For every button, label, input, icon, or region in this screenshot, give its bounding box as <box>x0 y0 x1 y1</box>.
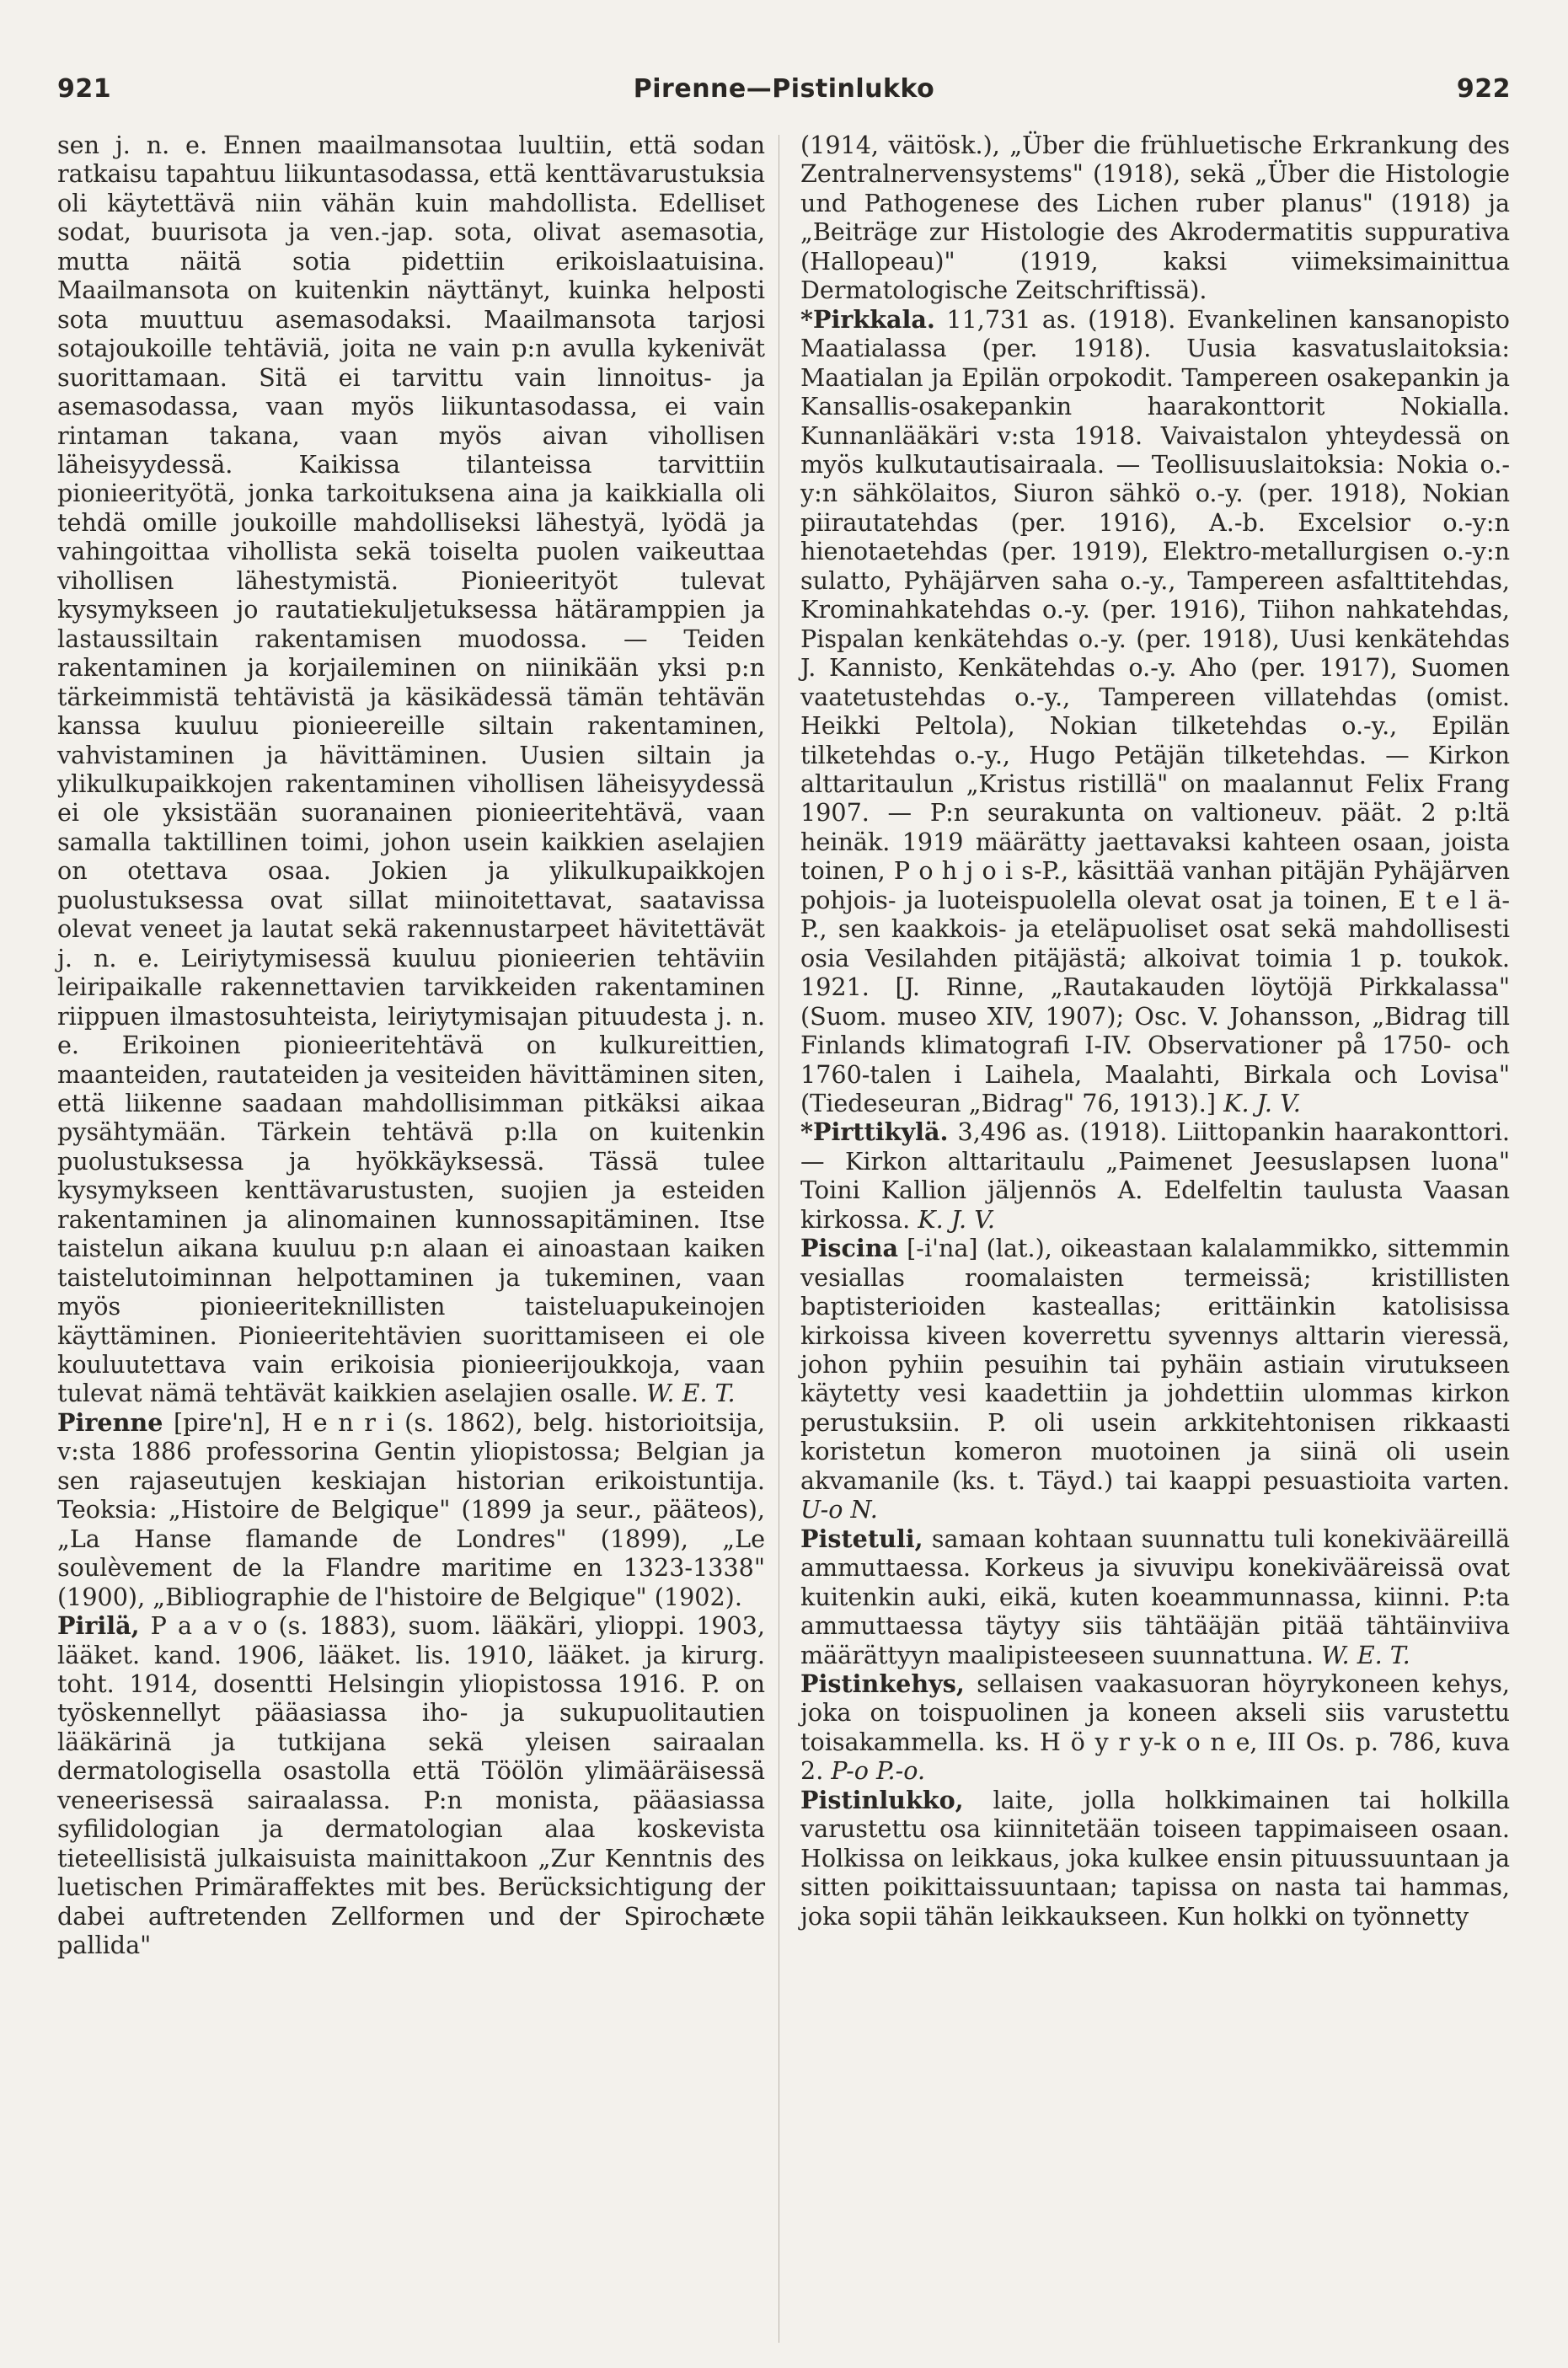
entry-headword: *Pirkkala. <box>800 304 935 334</box>
running-title: Pirenne—Pistinlukko <box>633 74 935 104</box>
entry-pirila-continued: (1914, väitösk.), „Über die frühluetische Erkrankung des Zentralnervensystems" (1918), sekä „Über die Histologie und Pathogenese des Lichen ruber planus" (1918) ja „Beiträge zur Histologie des Akrodermatitis suppurativa (Hallopeau)" (1919, kaksi viimeksimainittua Dermatologische Zeitschriftissä). <box>800 131 1510 305</box>
entry-headword: Pirilä, <box>57 1611 140 1641</box>
entry-pistinkehys: Pistinkehys, sellaisen vaakasuoran höyrykoneen kehys, joka on toispuolinen ja koneen akseli siis varustettu toisakammella. ks. H ö y r y-k o n e, III Os. p. 786, kuva 2. P-o P.-o. <box>800 1669 1510 1786</box>
page-number-left: 921 <box>57 74 112 104</box>
entry-signature: K. J. V. <box>1223 1088 1301 1117</box>
right-column <box>800 131 1510 1931</box>
entry-headword: Pistinkehys, <box>800 1669 965 1699</box>
entry-pistetuli: Pistetuli, samaan kohtaan suunnattu tuli konekivääreillä ammuttaessa. Korkeus ja sivuvipu konekivääreissä ovat kuitenkin auki, eikä, kuten koeammunnassa, kiinni. P:ta ammuttaessa täytyy siis tähtääjän pitää tähtäinviiva määrättyyn maalipisteeseen suunnattuna. W. E. T. <box>800 1524 1510 1669</box>
entry-pistinlukko: Pistinlukko, laite, jolla holkkimainen tai holkilla varustettu osa kiinnitetään toiseen tappimaiseen osaan. Holkissa on leikkaus, joka kulkee ensin pituussuuntaan ja sitten poikittaissuuntaan; tapissa on nasta tai hammas, joka sopii tähän leikkaukseen. Kun holkki on työnnetty <box>800 1785 1510 1931</box>
entry-pirkkala: *Pirkkala. 11,731 as. (1918). Evankelinen kansanopisto Maatialassa (per. 1918). Uusia kasvatuslaitoksia: Maatialan ja Epilän orpokodit. Tampereen osakepankin ja Kansallis-osakepankin haarakonttorit Nokialla. Kunnanlääkäri v:sta 1918. Vaivaistalon yhteydessä on myös kulkutautisairaala. — Teollisuuslaitoksia: Nokia o.-y:n sähkölaitos, Siuron sähkö o.-y. (per. 1918), Nokian piirautatehdas (per. 1916), A.-b. Excelsior o.-y:n hienotaetehdas (per. 1919), Elektro-metallurgisen o.-y:n sulatto, Pyhäjärven saha o.-y., Tampereen asfalttitehdas, Krominahkatehdas o.-y. (per. 1916), Tiihon nahkatehdas, Pispalan kenkätehdas o.-y. (per. 1918), Uusi kenkätehdas J. Kannisto, Kenkätehdas o.-y. Aho (per. 1917), Suomen vaatetustehdas o.-y., Tampereen villatehdas (omist. Heikki Peltola), Nokian tilketehdas o.-y., Epilän tilketehdas o.-y., Hugo Petäjän tilketehdas. — Kirkon alttaritaulun „Kristus ristillä" on maalannut Felix Frang 1907. — P:n seurakunta on valtioneuv. päät. 2 p:ltä heinäk. 1919 määrätty jaettavaksi kahteen osaan, joista toinen, P o h j o i s-P., käsittää vanhan pitäjän Pyhäjärven pohjois- ja luoteispuolella olevat osat ja toinen, E t e l ä-P., sen kaakkois- ja eteläpuoliset osat sekä mahdollisesti osia Vesilahden pitäjästä; alkoivat toimia 1 p. toukok. 1921. [J. Rinne, „Rautakauden löytöjä Pirkkalassa" (Suom. museo XIV, 1907); Osc. V. Johansson, „Bidrag till Finlands klimatografi I-IV. Observationer på 1750- och 1760-talen i Laihela, Maalahti, Birkala och Lovisa" (Tiedeseuran „Bidrag" 76, 1913).] K. J. V. <box>800 304 1510 1117</box>
page-number-right: 922 <box>1456 74 1511 104</box>
entry-headword: Piscina <box>800 1234 899 1263</box>
entry-headword: *Pirttikylä. <box>800 1117 949 1147</box>
entry-headword: Pirenne <box>57 1407 163 1437</box>
entry-signature: P-o P.-o. <box>831 1756 926 1786</box>
entry-pionieeri-continued: sen j. n. e. Ennen maailmansotaa luultiin, että sodan ratkaisu tapahtuu liikuntasodassa, että kenttävarustuksia oli käytettävä niin vähän kuin mahdollista. Edelliset sodat, buurisota ja ven.-jap. sota, olivat asemasotia, mutta näitä sotia pidettiin erikoislaatuisina. Maailmansota on kuitenkin näyttänyt, kuinka helposti sota muuttuu asemasodaksi. Maailmansota tarjosi sotajoukoille tehtäviä, joita ne vain p:n avulla kykenivät suorittamaan. Sitä ei tarvittu vain linnoitus- ja asemasodassa, vaan myös liikuntasodassa, ei vain rintaman takana, vaan myös aivan vihollisen läheisyydessä. Kaikissa tilanteissa tarvittiin pionieerityötä, jonka tarkoituksena aina ja kaikkialla oli tehdä omille joukoille mahdolliseksi lähestyä, lyödä ja vahingoittaa vihollista sekä toiselta puolen vaikeuttaa vihollisen lähestymistä. Pionieerityöt tulevat kysymykseen jo rautatiekuljetuksessa hätäramppien ja lastaussiltain rakentamisen muodossa. — Teiden rakentaminen ja korjaileminen on niinikään yksi p:n tärkeimmistä tehtävistä ja käsikädessä tämän tehtävän kanssa kuuluu pionieereille siltain rakentaminen, vahvistaminen ja hävittäminen. Uusien siltain ja ylikulkupaikkojen rakentaminen vihollisen läheisyydessä ei ole yksistään suoranainen pionieeritehtävä, vaan samalla taktillinen toimi, johon usein kaikkien aselajien on otettava osaa. Jokien ja ylikulkupaikkojen puolustuksessa ovat sillat miinoitettavat, saatavissa olevat veneet ja lautat sekä rakennustarpeet hävitettävät j. n. e. Leiriytymisessä kuuluu pionieerien tehtäviin leiripaikalle rakennettavien tarvikkeiden rakentaminen riippuen ilmastosuhteista, leiriytymisajan pituudesta j. n. e. Erikoinen pionieeritehtävä on kulkureittien, maanteiden, rautateiden ja vesiteiden hävittäminen siten, että liikenne saadaan mahdollisimman pitkäksi aikaa pysähtymään. Tärkein tehtävä p:lla on kuitenkin puolustuksessa ja hyökkäyksessä. Tässä tulee kysymykseen kenttävarustusten, suojien ja esteiden rakentaminen ja alinomainen kunnossapitäminen. Itse taistelun aikana kuuluu p:n alaan ei ainoastaan kaiken taistelutoiminnan helpottaminen ja tukeminen, vaan myös pionieeriteknillisten taisteluapukeinojen käyttäminen. Pionieeritehtävien suorittamiseen ei ole kouluutettava vain erikoisia pionieerijoukkoja, vaan tulevat nämä tehtävät kaikkien aselajien osalle. W. E. T. <box>57 131 765 1408</box>
entry-pirttikyla: *Pirttikylä. 3,496 as. (1918). Liittopankin haarakonttori. — Kirkon alttaritaulu „Paimenet Jeesuslapsen luona" Toini Kallion jäljennös A. Edelfeltin taulusta Vaasan kirkossa. K. J. V. <box>800 1117 1510 1234</box>
entry-signature: W. E. T. <box>645 1379 736 1408</box>
entry-piscina: Piscina [-i'na] (lat.), oikeastaan kalalammikko, sittemmin vesiallas roomalaisten termeissä; kristillisten baptisterioiden kasteallas; erittäinkin katolisissa kirkoissa kiveen koverrettu syvennys alttarin vieressä, johon pyhiin pesuihin tai pyhäin astiain virutukseen käytetty vesi kaadettiin ja johdettiin ulommas kirkon perustuksiin. P. oli usein arkkitehtonisen rikkaasti koristetun komeron muotoinen ja siinä oli usein akvamanile (ks. t. Täyd.) tai kaappi pesuastioita varten. U-o N. <box>800 1234 1510 1524</box>
entry-signature: K. J. V. <box>918 1204 995 1234</box>
entry-headword: Pistetuli, <box>800 1524 923 1553</box>
entry-signature: U-o N. <box>800 1495 878 1524</box>
entry-headword: Pistinlukko, <box>800 1785 964 1814</box>
entry-pirenne: Pirenne [pire'n], H e n r i (s. 1862), belg. historioitsija, v:sta 1886 professorina Gentin yliopistossa; Belgian ja sen rajaseutujen keskiajan historian erikoistuntija. Teoksia: „Histoire de Belgique" (1899 ja seur., pääteos), „La Hanse flamande de Londres" (1899), „Le soulèvement de la Flandre maritime en 1323-1338" (1900), „Bibliographie de l'histoire de Belgique" (1902). <box>57 1407 765 1611</box>
entry-pirila: Pirilä, P a a v o (s. 1883), suom. lääkäri, ylioppi. 1903, lääket. kand. 1906, lääket. lis. 1910, lääket. ja kirurg. toht. 1914, dosentti Helsingin yliopistossa 1916. P. on työskennellyt pääasiassa iho- ja sukupuolitautien lääkärinä ja tutkijana sekä yleisen sairaalan dermatologisella osastolla että Töölön ylimääräisessä veneerisessä sairaalassa. P:n monista, pääasiassa syfilidologian ja dermatologian alaa koskevista tieteellisistä julkaisuista mainittakoon „Zur Kenntnis des luetischen Primäraffektes mit bes. Berücksichtigung der dabei auftretenden Zellformen und der Spirochæte pallida" <box>57 1611 765 1960</box>
entry-signature: W. E. T. <box>1321 1640 1410 1669</box>
left-column <box>57 131 765 1960</box>
